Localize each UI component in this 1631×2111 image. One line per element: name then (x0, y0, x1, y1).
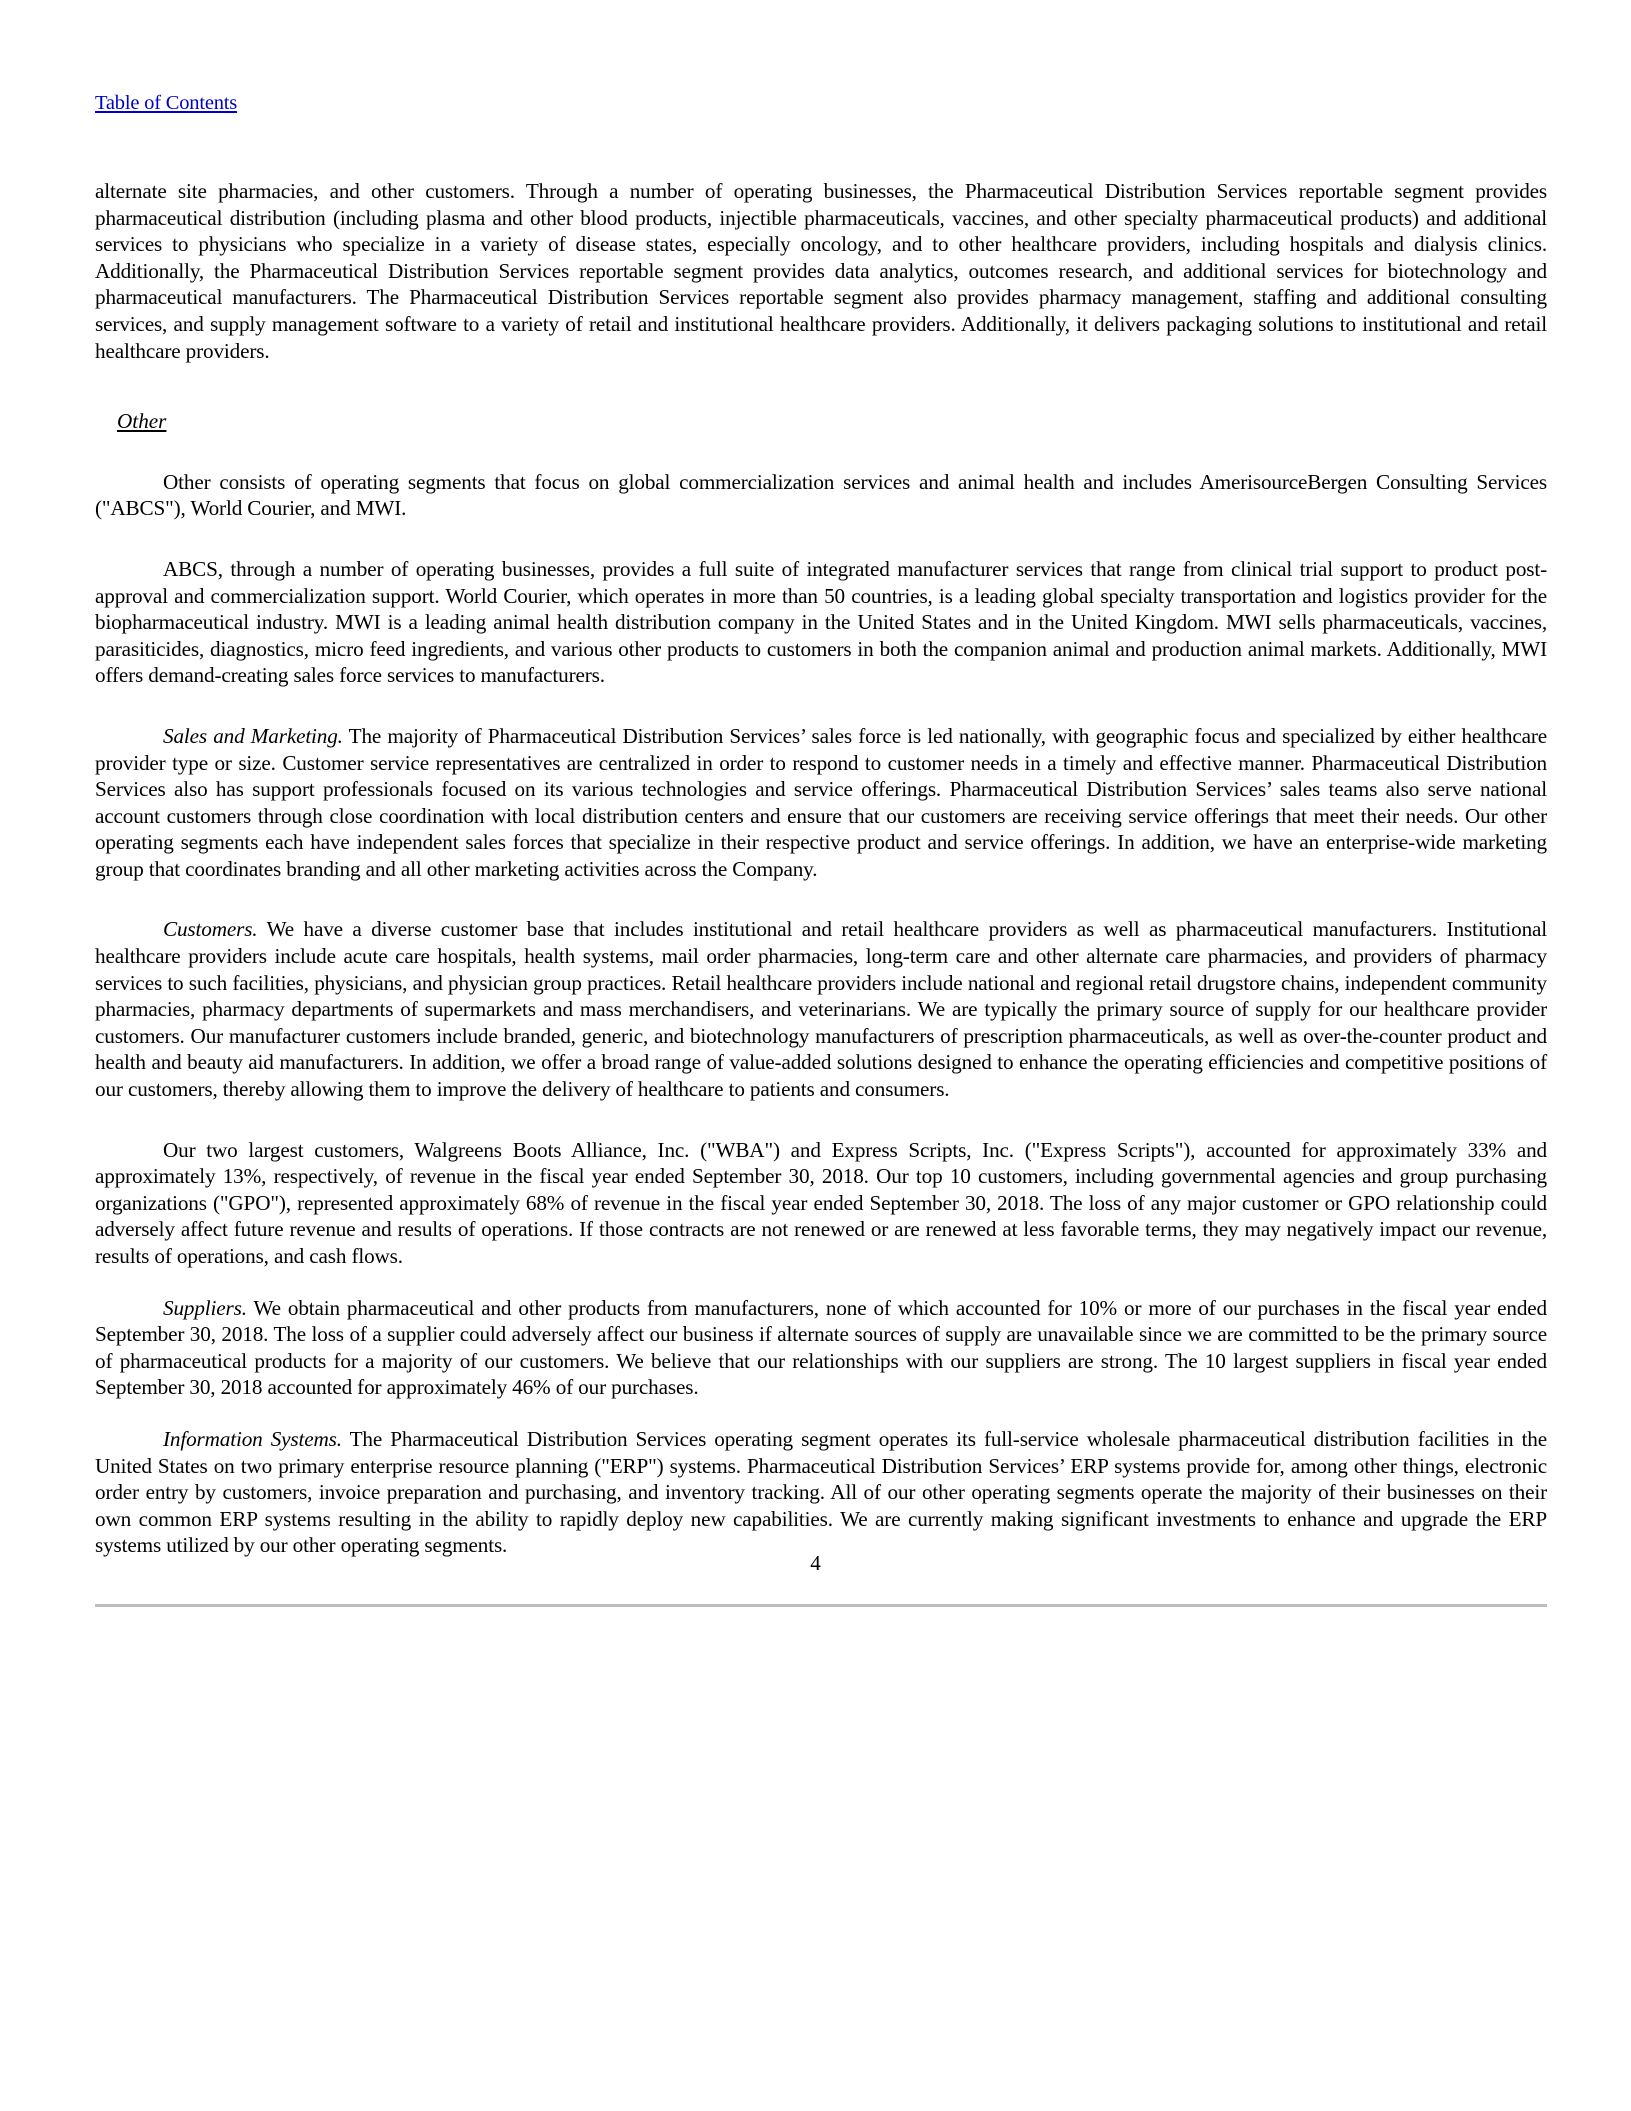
footer-divider (95, 1604, 1547, 1607)
spacer (95, 882, 1547, 916)
paragraph-customers (95, 916, 1547, 1102)
spacer (95, 1401, 1547, 1426)
document-body (95, 178, 1547, 1559)
section-heading-other: Other (117, 409, 167, 434)
spacer (95, 364, 1547, 408)
table-of-contents-link[interactable]: Table of Contents (95, 92, 238, 114)
spacer (95, 1270, 1547, 1295)
paragraph-sales-and-marketing (95, 723, 1547, 883)
run-in-heading-information-systems: Information Systems. (163, 1426, 342, 1451)
table-of-contents-header (95, 92, 237, 115)
paragraph-abcs-world-courier-mwi: ABCS, through a number of operating businesses, provides a full suite of integrated manufacturer services that range from clinical trial support to product post-approval and commercialization support. World Courier, which operates in more than 50 countries, is a leading global specialty transportation and logistics provider for the biopharmaceutical industry. MWI is a leading animal health distribution company in the United States and in the United Kingdom. MWI sells pharmaceuticals, vaccines, parasiticides, diagnostics, micro feed ingredients, and various other products to customers in both the companion animal and production animal markets. Additionally, MWI offers demand-creating sales force services to manufacturers. (95, 556, 1547, 688)
paragraph-continued-distribution-services: alternate site pharmacies, and other customers. Through a number of operating businesses, the Pharmaceutical Distribution Services reportable segment provides pharmaceutical distribution (including plasma and other blood products, injectible pharmaceuticals, vaccines, and other specialty pharmaceutical products) and additional services to physicians who specialize in a variety of disease states, especially oncology, and to other healthcare providers, including hospitals and dialysis clinics. Additionally, the Pharmaceutical Distribution Services reportable segment provides data analytics, outcomes research, and additional services for biotechnology and pharmaceutical manufacturers. The Pharmaceutical Distribution Services reportable segment also provides pharmacy management, staffing and additional consulting services, and supply management software to a variety of retail and institutional healthcare providers. Additionally, it delivers packaging solutions to institutional and retail healthcare providers. (95, 179, 1547, 363)
spacer (95, 435, 1547, 469)
paragraph-sales-and-marketing-text: The majority of Pharmaceutical Distribution Services’ sales force is led nationally, with geographic focus and specialized by either healthcare provider type or size. Customer service representatives are centralized in order to respond to customer needs in a timely and effective manner. Pharmaceutical Distribution Services also has support professionals focused on its various technologies and service offerings. Pharmaceutical Distribution Services’ sales teams also serve national account customers through close coordination with local distribution centers and ensure that our customers are receiving service offerings that meet their needs. Our other operating segments each have independent sales forces that specialize in their respective product and service offerings. In addition, we have an enterprise-wide marketing group that coordinates branding and all other marketing activities across the Company. (95, 723, 1547, 881)
spacer (95, 1103, 1547, 1137)
paragraph-suppliers-text: We obtain pharmaceutical and other products from manufacturers, none of which accounted for 10% or more of our purchases in the fiscal year ended September 30, 2018. The loss of a supplier could adversely affect our business if alternate sources of supply are unavailable since we are committed to be the primary source of pharmaceutical products for a majority of our customers. We believe that our relationships with our suppliers are strong. The 10 largest suppliers in fiscal year ended September 30, 2018 accounted for approximately 46% of our purchases. (95, 1295, 1547, 1400)
paragraph-suppliers (95, 1295, 1547, 1401)
run-in-heading-suppliers: Suppliers. (163, 1295, 247, 1320)
paragraph-customers-text: We have a diverse customer base that includes institutional and retail healthcare providers as well as pharmaceutical manufacturers. Institutional healthcare providers include acute care hospitals, health systems, mail order pharmacies, long-term care and other alternate care pharmacies, and providers of pharmacy services to such facilities, physicians, and physician group practices. Retail healthcare providers include national and regional retail drugstore chains, independent community pharmacies, pharmacy departments of supermarkets and mass merchandisers, and veterinarians. We are typically the primary source of supply for our healthcare provider customers. Our manufacturer customers include branded, generic, and biotechnology manufacturers of prescription pharmaceuticals, as well as over-the-counter product and health and beauty aid manufacturers. In addition, we offer a broad range of value-added solutions designed to enhance the operating efficiencies and competitive positions of our customers, thereby allowing them to improve the delivery of healthcare to patients and consumers. (95, 917, 1547, 1102)
paragraph-other-segments: Other consists of operating segments that focus on global commercialization services and animal health and includes AmerisourceBergen Consulting Services ("ABCS"), World Courier, and MWI. (95, 469, 1547, 521)
page-number: 4 (810, 1551, 821, 1575)
paragraph-largest-customers: Our two largest customers, Walgreens Boots Alliance, Inc. ("WBA") and Express Scripts, Inc. ("Express Scripts"), accounted for approximately 33% and approximately 13%, respectively, of revenue in the fiscal year ended September 30, 2018. Our top 10 customers, including governmental agencies and group purchasing organizations ("GPO"), represented approximately 68% of revenue in the fiscal year ended September 30, 2018. The loss of any major customer or GPO relationship could adversely affect future revenue and results of operations. If those contracts are not renewed or are renewed at less favorable terms, they may negatively impact our revenue, results of operations, and cash flows. (95, 1137, 1547, 1268)
spacer (95, 689, 1547, 723)
run-in-heading-customers: Customers. (163, 917, 258, 942)
paragraph-information-systems-text: The Pharmaceutical Distribution Services operating segment operates its full-service wholesale pharmaceutical distribution facilities in the United States on two primary enterprise resource planning ("ERP") systems. Pharmaceutical Distribution Services’ ERP systems provide for, among other things, electronic order entry by customers, invoice preparation and purchasing, and inventory tracking. All of our other operating segments operate the majority of their businesses on their own common ERP systems resulting in the ability to rapidly deploy new capabilities. We are currently making significant investments to enhance and upgrade the ERP systems utilized by our other operating segments. (95, 1426, 1548, 1558)
section-heading-other-wrap (95, 408, 1547, 435)
run-in-heading-sales-and-marketing: Sales and Marketing. (163, 723, 343, 748)
paragraph-information-systems (95, 1426, 1547, 1559)
spacer (95, 522, 1547, 556)
